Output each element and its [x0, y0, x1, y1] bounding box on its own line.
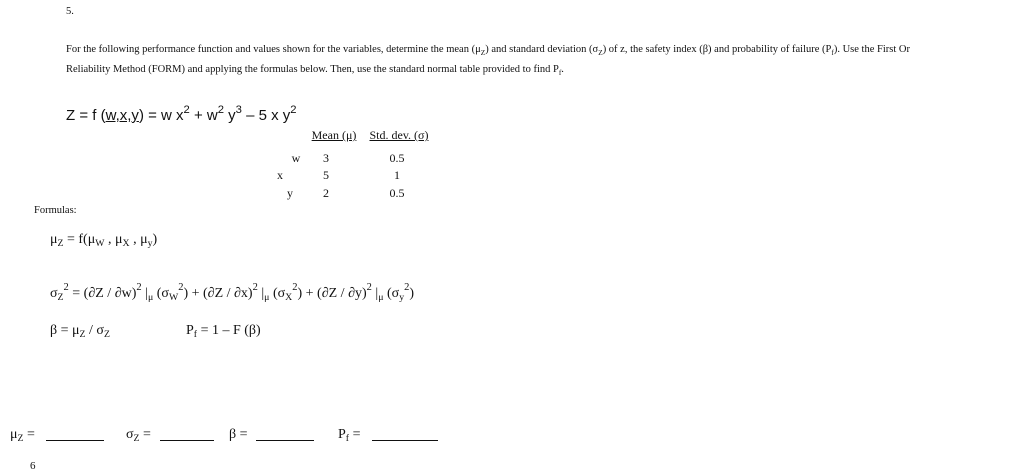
answer-mu-label: $\mu_Z$ =: [10, 427, 35, 444]
answer-sigma-label: $\sigma_Z$ =: [126, 427, 151, 444]
footer-glyph: 6: [30, 460, 36, 472]
problem-text-line1: For the following performance function and values shown for the variables, determine the mean $(\mu_Z)$ and standard deviation $(\sigma_Z)$ of z, the safety index (β) and probability of failure $(P_f)$. Use the First Or: [66, 44, 910, 57]
performance-function: Z = f (w,x,y) = w $x^2 + w^2$ $y^3 - 5$ x $y^2$: [66, 104, 297, 124]
answer-pf-blank[interactable]: [372, 440, 438, 441]
row-std-y: 0.5: [389, 186, 405, 200]
answer-pf-label: $P_f$ =: [338, 427, 361, 444]
row-mean-w: 3: [323, 151, 329, 165]
row-mean-y: 2: [323, 186, 329, 200]
problem-text-line2: Reliability Method (FORM) and applying the formulas below. Then, use the standard normal table provided to find $P_f$.: [66, 64, 564, 77]
answer-beta-label: β =: [229, 427, 248, 442]
formula-beta: $\beta = \mu_Z / \sigma_Z$: [50, 323, 110, 340]
header-std: Std. dev. (σ): [369, 128, 429, 142]
row-var-y: y: [287, 186, 293, 200]
answer-mu-blank[interactable]: [46, 440, 104, 441]
row-var-w: w: [291, 151, 301, 165]
formula-mean-z: $\mu_Z = f(\mu_W$ , $\mu_X$ , $\mu_y$): [50, 232, 158, 249]
row-std-x: 1: [394, 168, 400, 182]
answer-sigma-blank[interactable]: [160, 440, 214, 441]
row-mean-x: 5: [323, 168, 329, 182]
formulas-label: Formulas:: [34, 205, 77, 216]
answer-beta-blank[interactable]: [256, 440, 314, 441]
formula-pf: $P_f = 1 - F$ (β): [186, 323, 261, 340]
header-mean: Mean (μ): [311, 128, 357, 142]
row-std-w: 0.5: [389, 151, 405, 165]
row-var-x: x: [277, 168, 283, 182]
problem-number: 5.: [66, 6, 74, 17]
formula-variance-z: $\sigma_Z^2 = (\partial Z / \partial w)^2$ $|_\mu$ $(\sigma_W^2) + (\partial Z / \partial x)^2$ $|_\mu$ $(\sigma_X^2) + (\partial Z / \partial y)^2$ $|_\mu$ $(\sigma_y^2)$: [50, 282, 415, 303]
